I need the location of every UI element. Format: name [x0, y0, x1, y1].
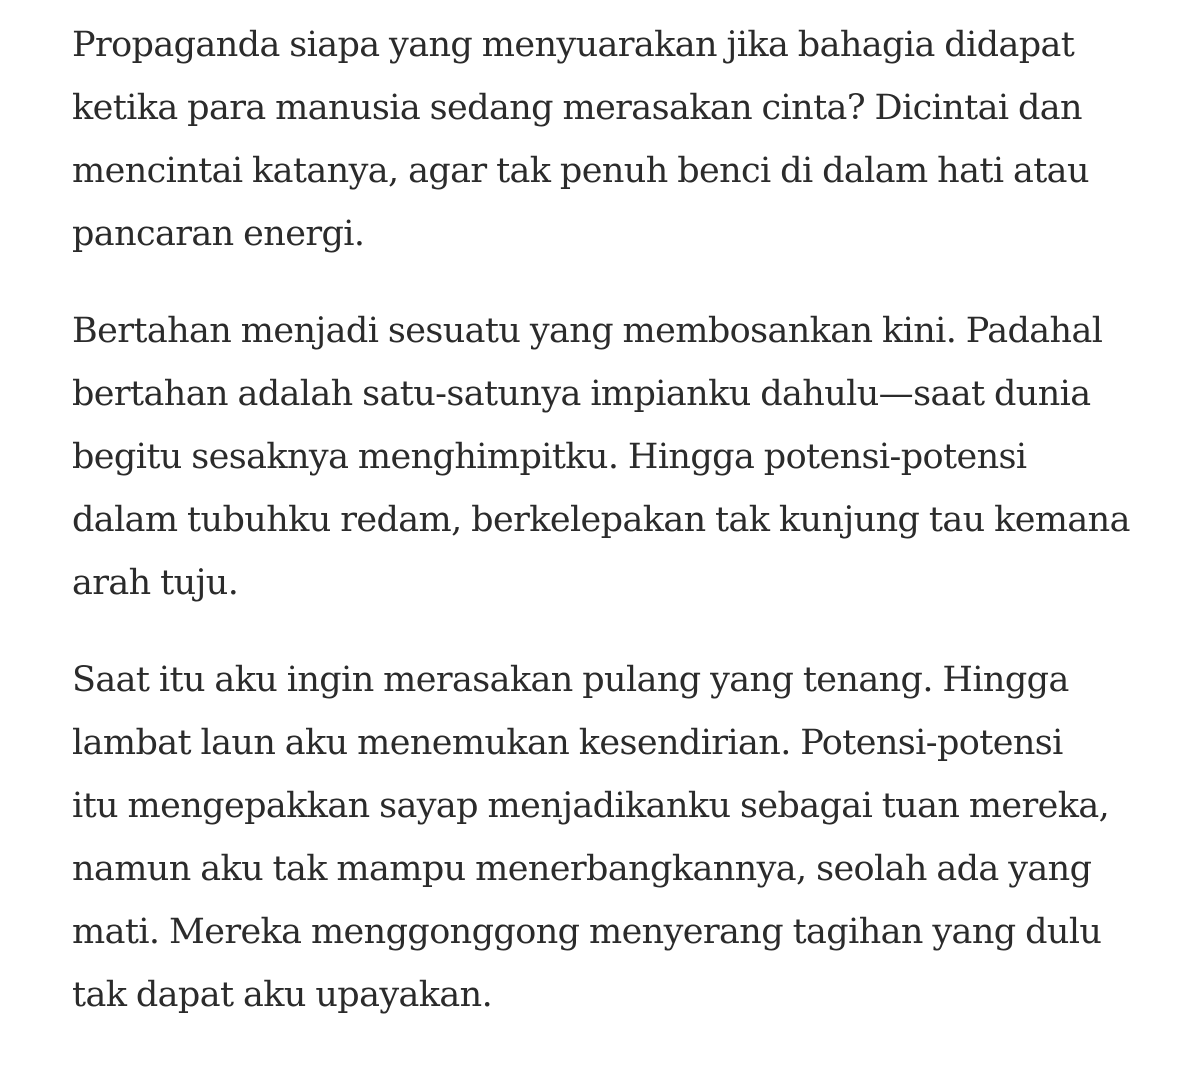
- paragraph-line: dalam tubuhku redam, berkelepakan tak kunjung tau kemana: [72, 500, 1130, 540]
- paragraph-line: itu mengepakkan sayap menjadikanku sebagai tuan mereka,: [72, 786, 1110, 826]
- paragraph-line: ketika para manusia sedang merasakan cinta? Dicintai dan: [72, 88, 1082, 128]
- article-body: [72, 14, 1182, 1061]
- paragraph-line: arah tuju.: [72, 563, 239, 603]
- paragraph-line: lambat laun aku menemukan kesendirian. Potensi-potensi: [72, 723, 1063, 763]
- paragraph-line: mati. Mereka menggonggong menyerang tagihan yang dulu: [72, 912, 1102, 952]
- paragraph-line: namun aku tak mampu menerbangkannya, seolah ada yang: [72, 849, 1092, 889]
- paragraph-line: Propaganda siapa yang menyuarakan jika bahagia didapat: [72, 25, 1075, 65]
- paragraph-line: Bertahan menjadi sesuatu yang membosankan kini. Padahal: [72, 311, 1103, 351]
- paragraph-2: [72, 300, 1182, 615]
- paragraph-1: [72, 14, 1182, 266]
- paragraph-line: bertahan adalah satu-satunya impianku dahulu—saat dunia: [72, 374, 1091, 414]
- paragraph-line: pancaran energi.: [72, 214, 365, 254]
- paragraph-3: [72, 649, 1182, 1027]
- paragraph-line: begitu sesaknya menghimpitku. Hingga potensi-potensi: [72, 437, 1027, 477]
- paragraph-line: Saat itu aku ingin merasakan pulang yang tenang. Hingga: [72, 660, 1069, 700]
- paragraph-line: tak dapat aku upayakan.: [72, 975, 493, 1015]
- paragraph-line: mencintai katanya, agar tak penuh benci di dalam hati atau: [72, 151, 1089, 191]
